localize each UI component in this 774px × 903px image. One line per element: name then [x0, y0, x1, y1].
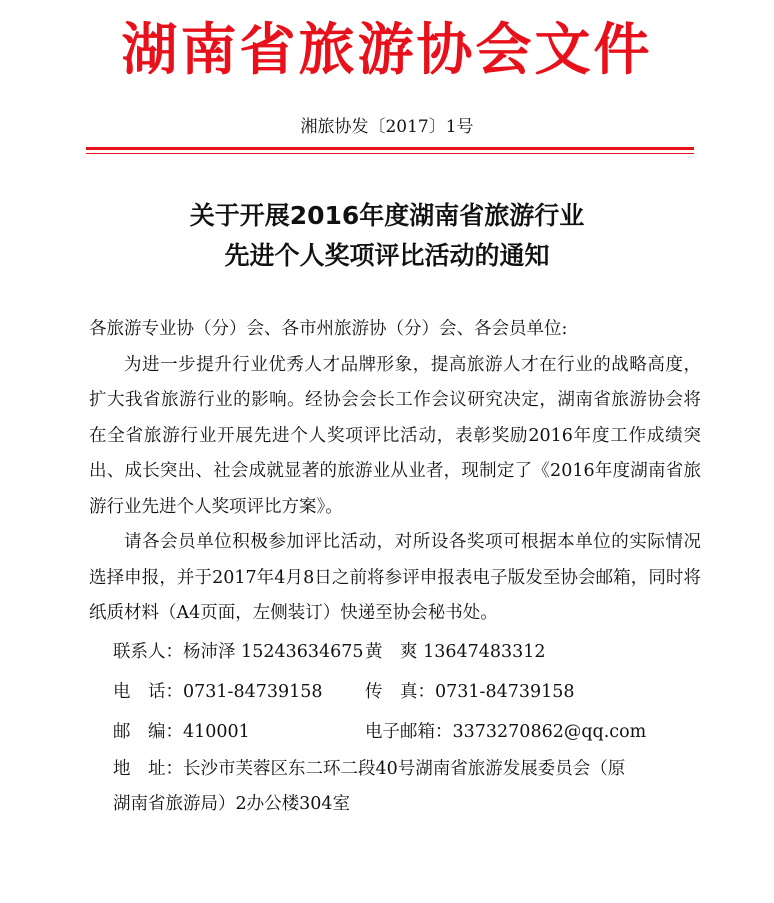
contact-row-postcode-email — [89, 712, 701, 752]
notice-body — [89, 312, 701, 823]
red-divider-thin — [86, 153, 694, 154]
document-header-title: 湖南省旅游协会文件 — [121, 18, 653, 83]
notice-title-line-1: 关于开展2016年度湖南省旅游行业 — [189, 201, 585, 230]
contact-address-line-2: 湖南省旅游局）2办公楼304室 — [113, 794, 351, 814]
paragraph-1: 为进一步提升行业优秀人才品牌形象，提高旅游人才在行业的战略高度，扩大我省旅游行业的影响。经协会会长工作会议研究决定，湖南省旅游协会将在全省旅游行业开展先进个人奖项评比活动，表彰奖励2016年度工作成绩突出、成长突出、社会成就显著的旅游业从业者，现制定了《2016年度湖南省旅游行业先进个人奖项评比方案》。 — [89, 354, 701, 517]
salutation: 各旅游专业协（分）会、各市州旅游协（分）会、各会员单位: — [89, 319, 568, 339]
contact-email: 电子邮箱：3373270862@qq.com — [365, 721, 647, 742]
notice-title-line-2: 先进个人奖项评比活动的通知 — [224, 241, 550, 270]
contact-postcode: 邮 编：410001 — [113, 721, 250, 742]
contact-address-line-1: 地 址：长沙市芙蓉区东二环二段40号湖南省旅游发展委员会（原 — [113, 758, 626, 779]
contact-person-2: 黄 爽 13647483312 — [365, 641, 546, 662]
notice-title — [0, 196, 774, 276]
contact-row-persons — [89, 632, 701, 672]
red-divider-thick — [86, 147, 694, 150]
contact-phone: 电 话：0731-84739158 — [113, 681, 323, 702]
paragraph-2: 请各会员单位积极参加评比活动，对所设各奖项可根据本单位的实际情况选择申报，并于2017年4月8日之前将参评申报表电子版发至协会邮箱，同时将纸质材料（A4页面，左侧装订）快递至协会秘书处。 — [89, 532, 701, 623]
contact-person-1: 联系人：杨沛泽 15243634675 — [113, 641, 364, 662]
contact-row-phone-fax — [89, 672, 701, 712]
contact-fax: 传 真：0731-84739158 — [365, 681, 575, 702]
document-number: 湘旅协发〔2017〕1号 — [300, 117, 474, 137]
